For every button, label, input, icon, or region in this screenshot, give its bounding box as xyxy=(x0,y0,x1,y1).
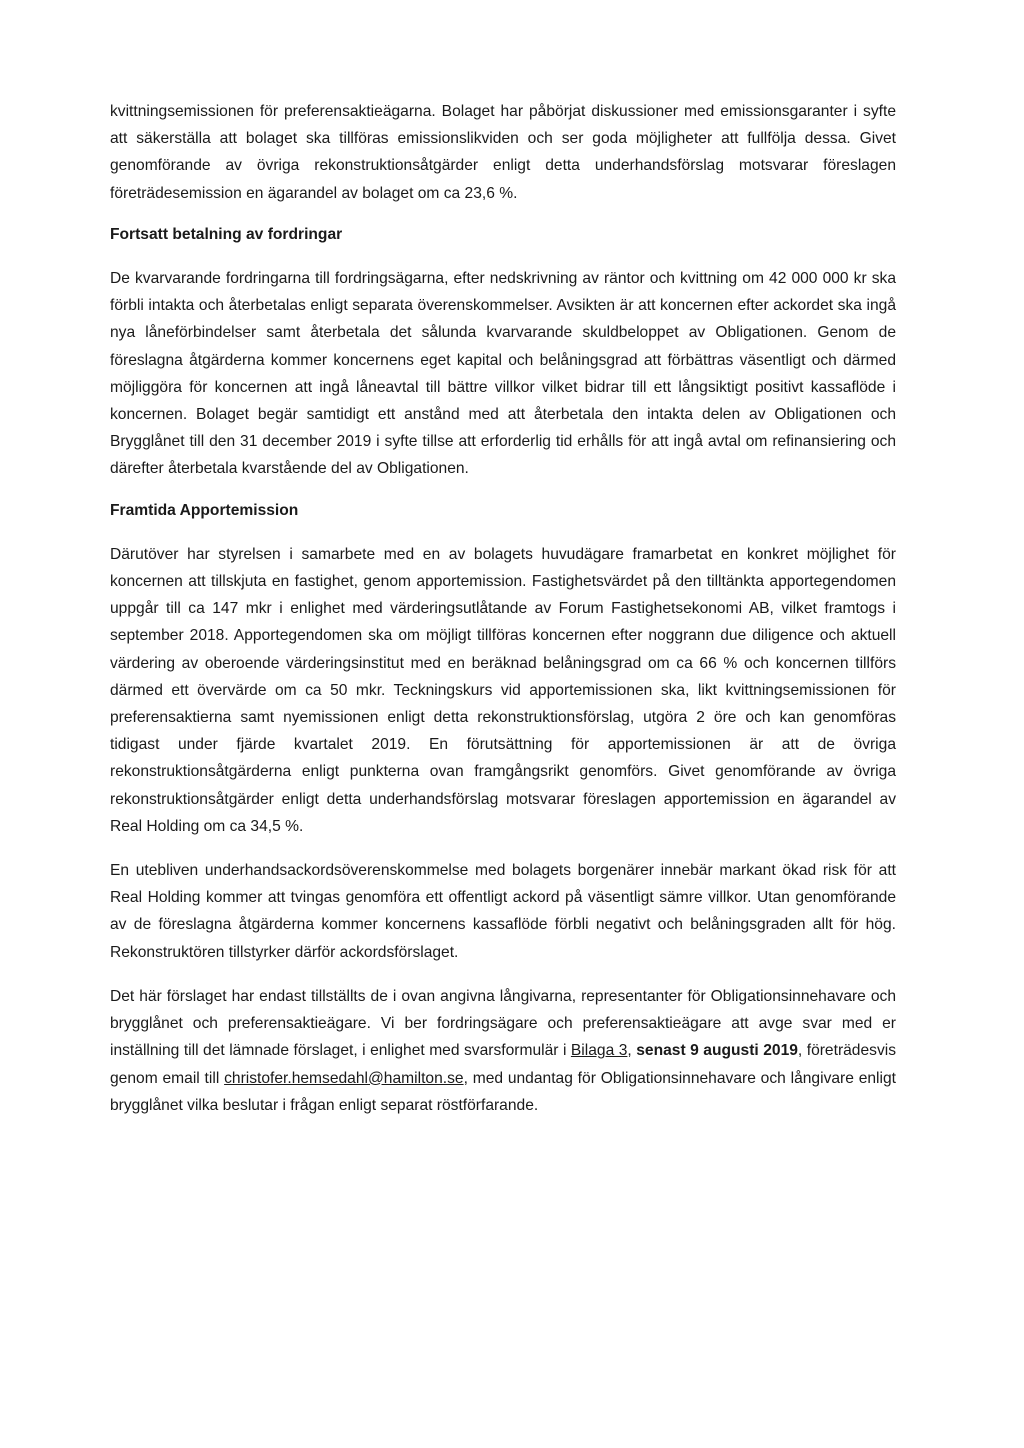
email-link[interactable]: christofer.hemsedahl@hamilton.se xyxy=(224,1069,464,1087)
closing-text-part1: Det här förslaget har endast tillställts de i ovan angivna långivarna, representanter för Obligationsinnehavare och brygglånet och preferensaktieägare. Vi ber fordringsägare och preferensaktieägare att avge svar med er inställning till det lämnade förslaget, i enlighet med svarsformulär i xyxy=(110,987,896,1060)
closing-text-part2: , xyxy=(627,1042,637,1060)
closing-text-part4: , med undantag för Obligationsinnehavare och långivare enligt brygglånet vilka beslutar i frågan enligt separat röstförfarande. xyxy=(110,1069,896,1114)
risk-paragraph: En utebliven underhandsackordsöverenskommelse med bolagets borgenärer innebär markant ökad risk för att Real Holding kommer att tvingas genomföra ett offentligt ackord på väsentligt sämre villkor. Utan genomförande av de föreslagna åtgärderna kommer koncernens kassaflöde förbli negativt och belåningsgraden allt för hög. Rekonstruktören tillstyrker därför ackordsförslaget. xyxy=(110,862,896,961)
deadline-text: senast 9 augusti 2019 xyxy=(636,1042,798,1060)
payment-paragraph: De kvarvarande fordringarna till fordringsägarna, efter nedskrivning av räntor och kvittning om 42 000 000 kr ska förbli intakta och återbetalas enligt separata överenskommelser. Avsikten är att koncernen efter ackordet ska ingå nya låneförbindelser samt återbetala det sålunda kvarvarande skuldbeloppet av Obligationen. Genom de föreslagna åtgärderna kommer koncernens eget kapital och belåningsgrad att förbättras väsentligt och därmed möjliggöra för koncernen att ingå låneavtal till bättre villkor vilket bidrar till ett långsiktigt positivt kassaflöde i koncernen. Bolaget begär samtidigt ett anstånd med att återbetala den intakta delen av Obligationen och Brygglånet till den 31 december 2019 i syfte tillse att erforderlig tid erhålls för att ingå avtal om refinansiering och därefter återbetala kvarstående del av Obligationen. xyxy=(110,270,896,478)
intro-paragraph: kvittningsemissionen för preferensaktieägarna. Bolaget har påbörjat diskussioner med emissionsgaranter i syfte att säkerställa att bolaget ska tillföras emissionslikviden och ser goda möjligheter att fullfölja dessa. Givet genomförande av övriga rekonstruktionsåtgärder enligt detta underhandsförslag motsvarar föreslagen företrädesemission en ägarandel av bolaget om ca 23,6 %. xyxy=(110,103,896,202)
document-page xyxy=(110,98,896,1119)
section-heading-payment: Fortsatt betalning av fordringar xyxy=(110,225,343,243)
closing-paragraph xyxy=(110,983,896,1119)
attachment-link[interactable]: Bilaga 3 xyxy=(570,1042,628,1060)
apport-paragraph: Därutöver har styrelsen i samarbete med en av bolagets huvudägare framarbetat en konkret möjlighet för koncernen att tillskjuta en fastighet, genom apportemission. Fastighetsvärdet på den tilltänkta apportegendomen uppgår till ca 147 mkr i enlighet med värderingsutlåtande av Forum Fastighetsekonomi AB, vilket framtogs i september 2018. Apportegendomen ska om möjligt tillföras koncernen efter noggrann due diligence och aktuell värdering av oberoende värderingsinstitut med en beräknad belåningsgrad om ca 66 % och koncernen tillförs därmed ett övervärde om ca 50 mkr. Teckningskurs vid apportemissionen ska, likt kvittningsemissionen för preferensaktierna samt nyemissionen enligt detta rekonstruktionsförslag, utgöra 2 öre och kan genomföras tidigast under fjärde kvartalet 2019. En förutsättning för apportemissionen är att de övriga rekonstruktionsåtgärderna enligt punkterna ovan framgångsrikt genomförs. Givet genomförande av övriga rekonstruktionsåtgärder enligt detta underhandsförslag motsvarar föreslagen apportemission en ägarandel av Real Holding om ca 34,5 %. xyxy=(110,545,896,835)
closing-text-part3: , företrädesvis genom email till xyxy=(110,1042,897,1087)
section-heading-apport: Framtida Apportemission xyxy=(110,501,299,519)
